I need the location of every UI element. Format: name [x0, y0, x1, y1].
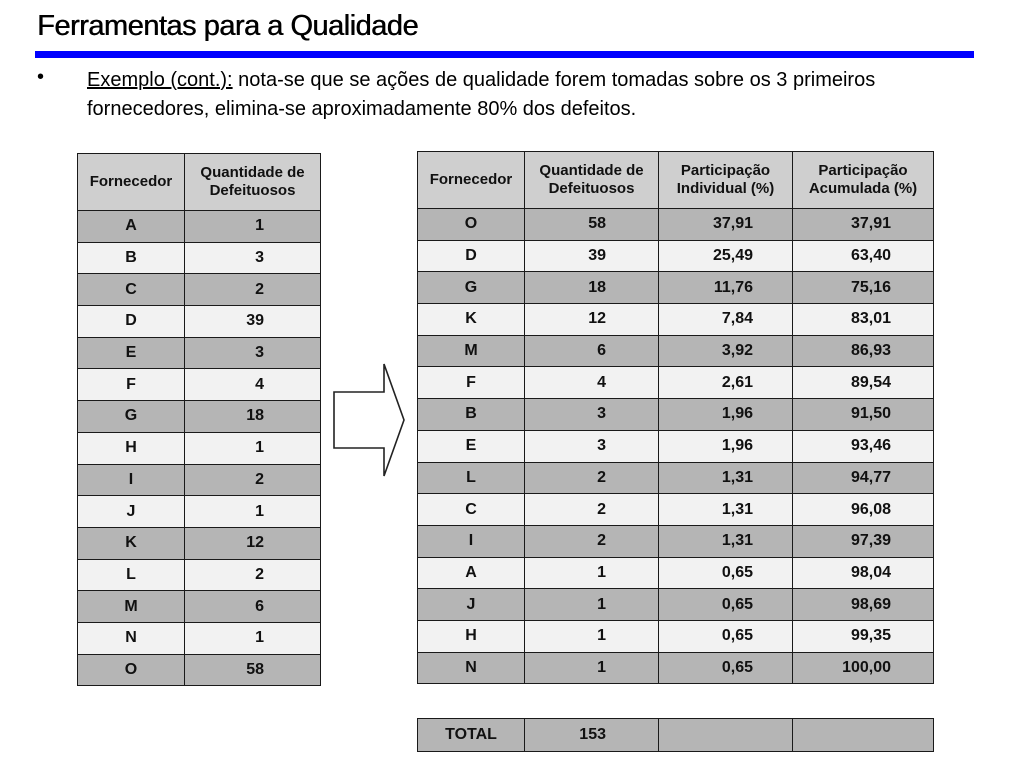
- defect-qty-cell: 1: [525, 652, 659, 684]
- cumulative-share-cell: 75,16: [793, 272, 934, 304]
- header-defect-qty: Quantidade de Defeituosos: [185, 154, 321, 211]
- table-row: [418, 652, 934, 684]
- individual-share-cell: 1,31: [659, 525, 793, 557]
- total-empty-cell: [659, 719, 793, 752]
- supplier-cell: H: [418, 620, 525, 652]
- supplier-cell: B: [418, 399, 525, 431]
- individual-share-cell: 2,61: [659, 367, 793, 399]
- total-empty-cell: [793, 719, 934, 752]
- total-label: TOTAL: [418, 719, 525, 752]
- slide-title: Ferramentas para a Qualidade: [37, 10, 418, 42]
- supplier-cell: N: [78, 622, 185, 654]
- supplier-cell: B: [78, 242, 185, 274]
- supplier-cell: M: [418, 335, 525, 367]
- defect-qty-cell: 6: [525, 335, 659, 367]
- supplier-cell: I: [78, 464, 185, 496]
- defect-qty-cell: 4: [185, 369, 321, 401]
- cumulative-share-cell: 63,40: [793, 240, 934, 272]
- defect-qty-cell: 1: [185, 432, 321, 464]
- defect-qty-cell: 12: [525, 304, 659, 336]
- table-row: [418, 462, 934, 494]
- supplier-cell: A: [78, 211, 185, 243]
- defect-qty-cell: 6: [185, 591, 321, 623]
- cumulative-share-cell: 86,93: [793, 335, 934, 367]
- individual-share-cell: 1,31: [659, 462, 793, 494]
- defect-qty-cell: 3: [525, 430, 659, 462]
- defect-qty-cell: 39: [525, 240, 659, 272]
- header-supplier: Fornecedor: [418, 152, 525, 209]
- table-row: [418, 367, 934, 399]
- defect-qty-cell: 18: [185, 401, 321, 433]
- table-row: [418, 399, 934, 431]
- table-row: [78, 306, 321, 338]
- defect-qty-cell: 3: [525, 399, 659, 431]
- cumulative-share-cell: 98,04: [793, 557, 934, 589]
- defect-qty-cell: 18: [525, 272, 659, 304]
- table-row: [78, 369, 321, 401]
- defect-qty-cell: 1: [525, 620, 659, 652]
- supplier-cell: I: [418, 525, 525, 557]
- supplier-cell: G: [418, 272, 525, 304]
- individual-share-cell: 0,65: [659, 620, 793, 652]
- table-row: [78, 464, 321, 496]
- table-row: [418, 494, 934, 526]
- defect-qty-cell: 2: [185, 559, 321, 591]
- table-row: [78, 401, 321, 433]
- individual-share-cell: 0,65: [659, 589, 793, 621]
- table-row: [418, 589, 934, 621]
- supplier-cell: M: [78, 591, 185, 623]
- cumulative-share-cell: 83,01: [793, 304, 934, 336]
- title-underline: [35, 51, 974, 58]
- cumulative-share-cell: 100,00: [793, 652, 934, 684]
- defect-qty-cell: 2: [525, 525, 659, 557]
- defect-qty-cell: 39: [185, 306, 321, 338]
- table-row: [418, 525, 934, 557]
- total-row: [418, 719, 934, 752]
- supplier-cell: H: [78, 432, 185, 464]
- table-row: [418, 240, 934, 272]
- cumulative-share-cell: 97,39: [793, 525, 934, 557]
- table-row: [78, 559, 321, 591]
- supplier-cell: F: [78, 369, 185, 401]
- defect-qty-cell: 4: [525, 367, 659, 399]
- individual-share-cell: 0,65: [659, 652, 793, 684]
- table-row: [78, 242, 321, 274]
- table-row: [418, 209, 934, 241]
- defect-qty-cell: 2: [525, 462, 659, 494]
- supplier-cell: J: [418, 589, 525, 621]
- cumulative-share-cell: 94,77: [793, 462, 934, 494]
- cumulative-share-cell: 98,69: [793, 589, 934, 621]
- header-defect-qty: Quantidade de Defeituosos: [525, 152, 659, 209]
- supplier-cell: J: [78, 496, 185, 528]
- supplier-cell: C: [418, 494, 525, 526]
- supplier-cell: E: [418, 430, 525, 462]
- supplier-cell: C: [78, 274, 185, 306]
- defect-qty-cell: 1: [185, 622, 321, 654]
- individual-share-cell: 11,76: [659, 272, 793, 304]
- table-row: [78, 337, 321, 369]
- bullet-paragraph: [87, 66, 997, 124]
- supplier-cell: O: [418, 209, 525, 241]
- defect-qty-cell: 2: [185, 464, 321, 496]
- supplier-cell: D: [78, 306, 185, 338]
- supplier-cell: L: [78, 559, 185, 591]
- defect-qty-cell: 1: [185, 496, 321, 528]
- supplier-cell: N: [418, 652, 525, 684]
- header-supplier: Fornecedor: [78, 154, 185, 211]
- pareto-table: [417, 151, 934, 684]
- header-individual-share: Participação Individual (%): [659, 152, 793, 209]
- cumulative-share-cell: 96,08: [793, 494, 934, 526]
- supplier-cell: G: [78, 401, 185, 433]
- table-row: [418, 557, 934, 589]
- supplier-cell: E: [78, 337, 185, 369]
- defect-qty-cell: 1: [185, 211, 321, 243]
- defect-qty-cell: 2: [525, 494, 659, 526]
- individual-share-cell: 7,84: [659, 304, 793, 336]
- cumulative-share-cell: 91,50: [793, 399, 934, 431]
- table-row: [418, 430, 934, 462]
- table-row: [78, 654, 321, 686]
- defect-qty-cell: 3: [185, 242, 321, 274]
- cumulative-share-cell: 37,91: [793, 209, 934, 241]
- individual-share-cell: 3,92: [659, 335, 793, 367]
- defect-qty-cell: 3: [185, 337, 321, 369]
- cumulative-share-cell: 99,35: [793, 620, 934, 652]
- table-row: [418, 304, 934, 336]
- individual-share-cell: 37,91: [659, 209, 793, 241]
- cumulative-share-cell: 89,54: [793, 367, 934, 399]
- header-cumulative-share: Participação Acumulada (%): [793, 152, 934, 209]
- defect-qty-cell: 2: [185, 274, 321, 306]
- table-row: [78, 211, 321, 243]
- right-arrow-icon: [332, 362, 406, 478]
- supplier-cell: D: [418, 240, 525, 272]
- defect-qty-cell: 58: [525, 209, 659, 241]
- table-row: [418, 272, 934, 304]
- individual-share-cell: 1,96: [659, 399, 793, 431]
- table-row: [418, 620, 934, 652]
- supplier-cell: L: [418, 462, 525, 494]
- table-row: [78, 496, 321, 528]
- table-row: [78, 527, 321, 559]
- bullet-lead: Exemplo (cont.):: [87, 69, 233, 91]
- table-row: [78, 274, 321, 306]
- total-value: 153: [525, 719, 659, 752]
- supplier-defects-table: [77, 153, 321, 686]
- bullet-body: nota-se que se ações de qualidade forem tomadas sobre os 3 primeiros fornecedores, elimina-se aproximadamente 80% dos defeitos.: [87, 69, 876, 120]
- supplier-cell: A: [418, 557, 525, 589]
- table-row: [78, 622, 321, 654]
- supplier-cell: O: [78, 654, 185, 686]
- supplier-cell: F: [418, 367, 525, 399]
- individual-share-cell: 0,65: [659, 557, 793, 589]
- bullet-marker: •: [37, 66, 45, 88]
- supplier-cell: K: [418, 304, 525, 336]
- defect-qty-cell: 1: [525, 589, 659, 621]
- total-table: [417, 718, 934, 752]
- individual-share-cell: 1,31: [659, 494, 793, 526]
- defect-qty-cell: 58: [185, 654, 321, 686]
- individual-share-cell: 25,49: [659, 240, 793, 272]
- defect-qty-cell: 12: [185, 527, 321, 559]
- table-row: [78, 591, 321, 623]
- supplier-cell: K: [78, 527, 185, 559]
- table-row: [418, 335, 934, 367]
- table-row: [78, 432, 321, 464]
- defect-qty-cell: 1: [525, 557, 659, 589]
- cumulative-share-cell: 93,46: [793, 430, 934, 462]
- individual-share-cell: 1,96: [659, 430, 793, 462]
